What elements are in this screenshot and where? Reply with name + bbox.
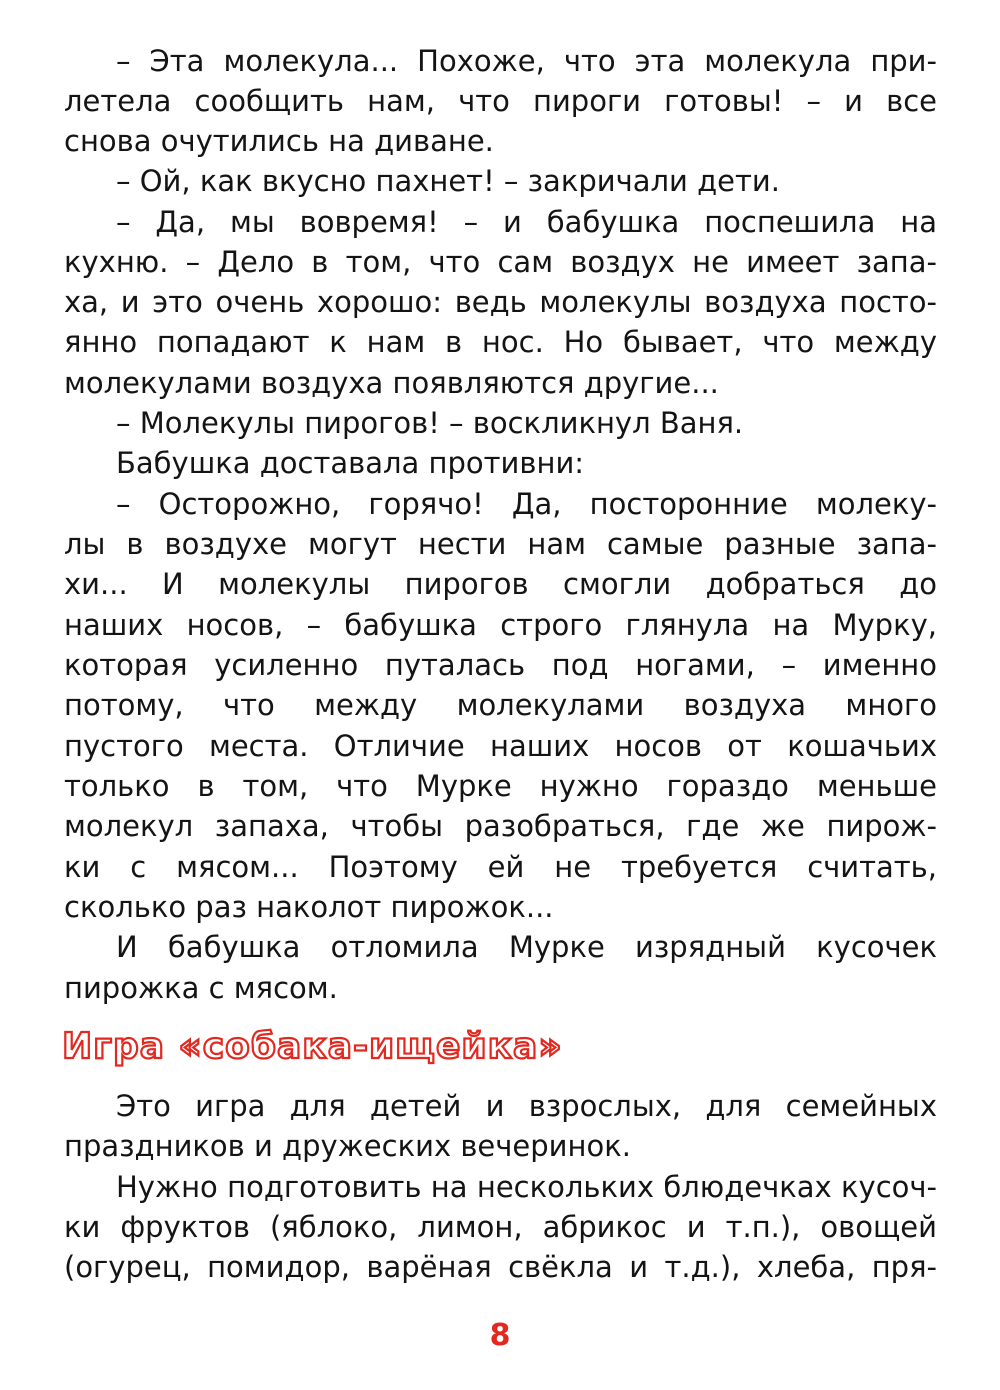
game-line: (огурец, помидор, варёная свёкла и т.д.), хлеба, пря- [64, 1250, 937, 1284]
story-line: хи... И молекулы пирогов смогли добраться до [64, 567, 937, 601]
story-line: – Осторожно, горячо! Да, посторонние молеку- [116, 487, 937, 521]
story-line: лы в воздухе могут нести нам самые разные запа- [64, 527, 937, 561]
story-line: летела сообщить нам, что пироги готовы! – и все [64, 84, 937, 118]
story-line: кухню. – Дело в том, что сам воздух не имеет запа- [64, 245, 937, 279]
section-heading: Игра «собака-ищейка» [62, 1026, 563, 1067]
story-line: которая усиленно путалась под ногами, – именно [64, 648, 937, 682]
story-line: снова очутились на диване. [64, 124, 494, 158]
story-line: молекулами воздуха появляются другие... [64, 366, 719, 400]
story-line: молекул запаха, чтобы разобраться, где же пирож- [64, 809, 937, 843]
story-line: ха, и это очень хорошо: ведь молекулы воздуха посто- [64, 285, 937, 319]
game-line: ки фруктов (яблоко, лимон, абрикос и т.п.), овощей [64, 1210, 937, 1244]
game-line: Это игра для детей и взрослых, для семейных [116, 1089, 937, 1123]
story-line: сколько раз наколот пирожок... [64, 890, 554, 924]
story-line: – Молекулы пирогов! – воскликнул Ваня. [116, 406, 744, 440]
story-line: наших носов, – бабушка строго глянула на Мурку, [64, 608, 937, 642]
story-line: И бабушка отломила Мурке изрядный кусочек [116, 930, 937, 964]
game-line: праздников и дружеских вечеринок. [64, 1129, 631, 1163]
story-line: пирожка с мясом. [64, 971, 338, 1005]
story-line: только в том, что Мурке нужно гораздо меньше [64, 769, 937, 803]
story-line: потому, что между молекулами воздуха много [64, 688, 937, 722]
story-line: янно попадают к нам в нос. Но бывает, что между [64, 325, 937, 359]
story-line: пустого места. Отличие наших носов от кошачьих [64, 729, 937, 763]
game-line: Нужно подготовить на нескольких блюдечках кусоч- [116, 1170, 937, 1204]
story-line: Бабушка доставала противни: [116, 446, 585, 480]
story-line: – Да, мы вовремя! – и бабушка поспешила на [116, 205, 937, 239]
page-number: 8 [489, 1318, 511, 1353]
story-line: – Ой, как вкусно пахнет! – закричали дети. [116, 164, 780, 198]
story-line: ки с мясом... Поэтому ей не требуется считать, [64, 850, 937, 884]
story-line: – Эта молекула... Похоже, что эта молекула при- [116, 44, 937, 78]
